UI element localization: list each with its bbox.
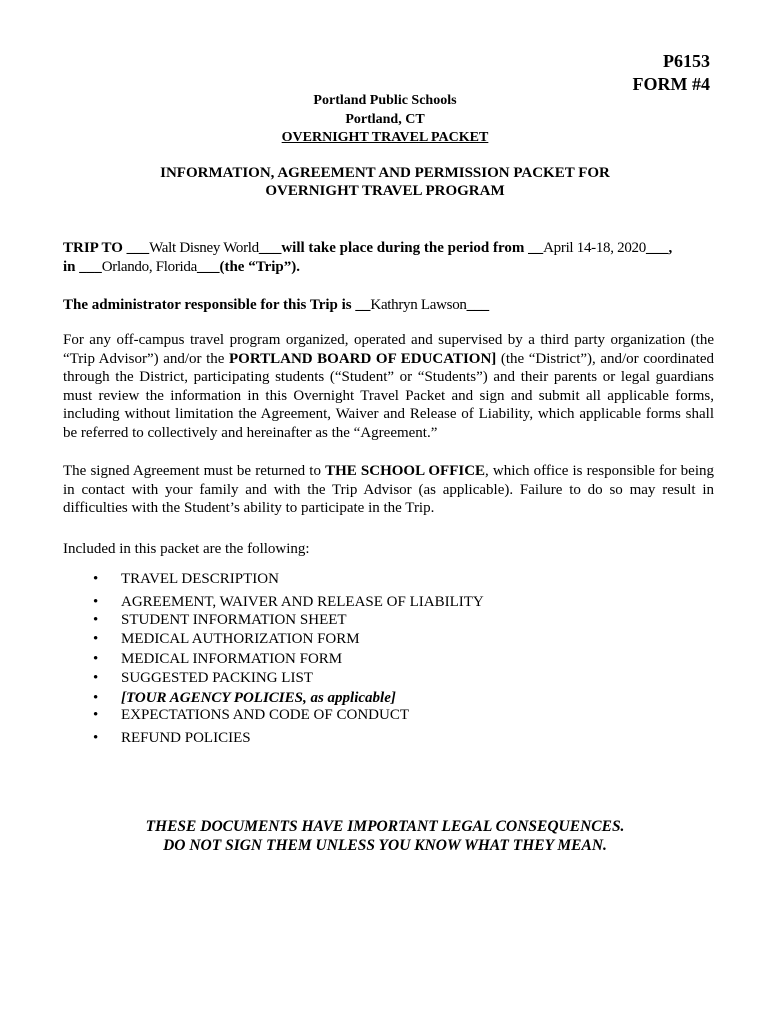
the-trip-label: (the “Trip”). bbox=[219, 259, 300, 275]
bullet-icon: • bbox=[93, 651, 99, 667]
trip-line-1: TRIP TO ___Walt Disney World___will take place during the period from __April 14-18, 2020___, bbox=[63, 240, 673, 256]
list-item: • MEDICAL INFORMATION FORM bbox=[93, 651, 343, 667]
trip-to-label: TRIP TO bbox=[63, 240, 123, 256]
administrator-name: Kathryn Lawson bbox=[370, 297, 467, 313]
list-item: • STUDENT INFORMATION SHEET bbox=[93, 612, 347, 628]
legal-warning-line-2: DO NOT SIGN THEM UNLESS YOU KNOW WHAT THEY MEAN. bbox=[163, 837, 607, 854]
included-intro: Included in this packet are the following: bbox=[63, 541, 310, 557]
paragraph-return-agreement: The signed Agreement must be returned to THE SCHOOL OFFICE, which office is responsible for being in contact with your family and with the Trip Advisor (as applicable). Failure to do so may result in difficulties with the Student’s ability to participate in the Trip. bbox=[63, 463, 714, 516]
list-item: • MEDICAL AUTHORIZATION FORM bbox=[93, 631, 360, 647]
bullet-icon: • bbox=[93, 571, 99, 587]
trip-destination: Walt Disney World bbox=[149, 240, 259, 256]
bullet-icon: • bbox=[93, 707, 99, 723]
trip-in-label: in bbox=[63, 259, 76, 275]
legal-warning-line-1: THESE DOCUMENTS HAVE IMPORTANT LEGAL CONSEQUENCES. bbox=[145, 818, 625, 835]
bullet-icon: • bbox=[93, 690, 99, 706]
form-number: FORM #4 bbox=[632, 74, 710, 94]
bullet-icon: • bbox=[93, 631, 99, 647]
administrator-line: The administrator responsible for this Trip is __Kathryn Lawson___ bbox=[63, 297, 490, 313]
paragraph-trip-advisor: For any off-campus travel program organized, operated and supervised by a third party organization (the “Trip Advisor”) and/or the PORTLAND BOARD OF EDUCATION] (the “District”), and/or coordinated through the District, participating students (“Student” or “Students”) and their parents or legal guardians must review the information in this Overnight Travel Packet and sign and submit all applicable forms, including without limitation the Agreement, Waiver and Release of Liability, which applicable forms shall be referred to collectively and hereinafter as the “Agreement.” bbox=[63, 332, 715, 441]
bullet-icon: • bbox=[93, 670, 99, 686]
bullet-icon: • bbox=[93, 612, 99, 628]
policy-code: P6153 bbox=[663, 51, 710, 71]
list-item: • REFUND POLICIES bbox=[93, 730, 251, 746]
trip-line-2: in ___Orlando, Florida___(the “Trip”). bbox=[63, 259, 300, 275]
form-code-block bbox=[633, 50, 710, 96]
district-location: Portland, CT bbox=[345, 112, 425, 127]
trip-period-label: will take place during the period from bbox=[281, 240, 525, 256]
list-item: • AGREEMENT, WAIVER AND RELEASE OF LIABILITY bbox=[93, 594, 484, 610]
bullet-icon: • bbox=[93, 730, 99, 746]
document-title-line-2: OVERNIGHT TRAVEL PROGRAM bbox=[265, 183, 505, 199]
school-office: THE SCHOOL OFFICE bbox=[325, 463, 486, 479]
list-item: • SUGGESTED PACKING LIST bbox=[93, 670, 313, 686]
trip-location: Orlando, Florida bbox=[101, 259, 197, 275]
trip-dates: April 14-18, 2020 bbox=[543, 240, 646, 256]
bullet-icon: • bbox=[93, 594, 99, 610]
board-name: PORTLAND BOARD OF EDUCATION] bbox=[228, 350, 497, 367]
list-item: • [TOUR AGENCY POLICIES, as applicable] bbox=[93, 690, 396, 706]
packet-title: OVERNIGHT TRAVEL PACKET bbox=[281, 130, 489, 145]
administrator-label: The administrator responsible for this Trip is bbox=[63, 297, 352, 313]
list-item: • TRAVEL DESCRIPTION bbox=[93, 571, 279, 587]
district-name: Portland Public Schools bbox=[313, 93, 457, 108]
document-title-line-1: INFORMATION, AGREEMENT AND PERMISSION PACKET FOR bbox=[160, 165, 610, 181]
list-item: • EXPECTATIONS AND CODE OF CONDUCT bbox=[93, 707, 409, 723]
